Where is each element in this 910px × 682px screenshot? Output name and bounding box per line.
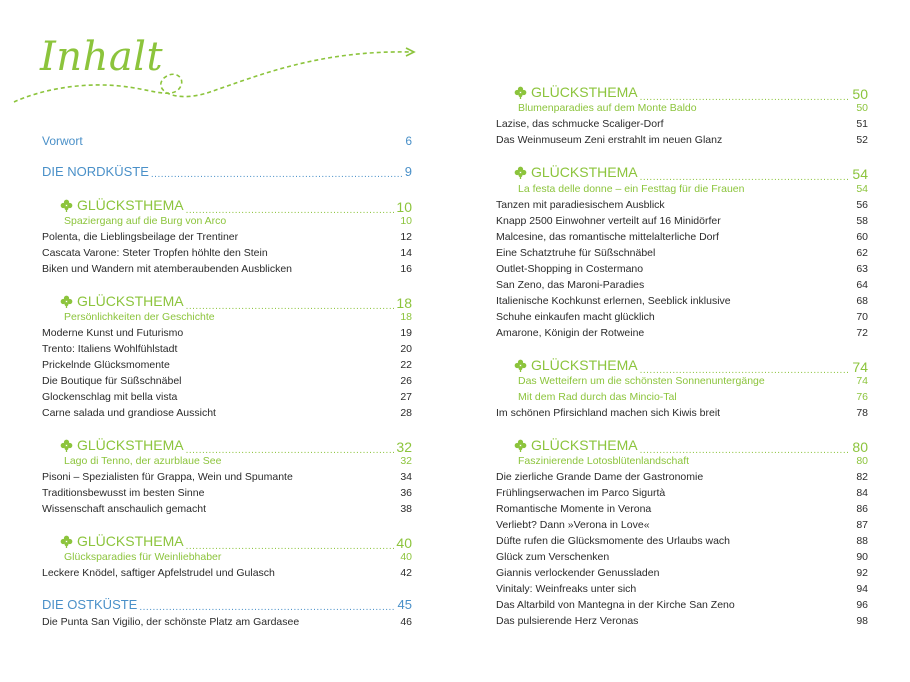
toc-entry[interactable] — [42, 567, 412, 579]
toc-entry[interactable] — [496, 583, 868, 595]
entry-label: Moderne Kunst und Futurismo — [42, 327, 184, 339]
toc-theme[interactable] — [496, 357, 868, 375]
toc-theme-sub[interactable] — [42, 455, 412, 467]
toc-entry-vorwort[interactable] — [42, 134, 412, 148]
page-number: 20 — [400, 343, 412, 355]
page-number: 74 — [852, 358, 868, 375]
entry-label: Biken und Wandern mit atemberaubenden Ausblicken — [42, 263, 293, 275]
toc-entry[interactable] — [496, 407, 868, 419]
page-number: 80 — [856, 455, 868, 467]
page-number: 54 — [856, 183, 868, 195]
toc-entry[interactable] — [496, 471, 868, 483]
page-number: 32 — [396, 438, 412, 455]
toc-entry[interactable] — [42, 327, 412, 339]
entry-label: Spaziergang auf die Burg von Arco — [64, 215, 227, 227]
page-number: 46 — [400, 616, 412, 628]
toc-section-nordkueste[interactable] — [42, 164, 412, 179]
dot-leader — [186, 205, 395, 215]
entry-label: Vorwort — [42, 134, 83, 148]
entry-label: Leckere Knödel, saftiger Apfelstrudel und Gulasch — [42, 567, 275, 579]
toc-theme[interactable] — [496, 84, 868, 102]
entry-label: Wissenschaft anschaulich gemacht — [42, 503, 206, 515]
page-number: 60 — [856, 231, 868, 243]
clover-icon — [60, 535, 73, 548]
page-number: 94 — [856, 583, 868, 595]
entry-label: Pisoni – Spezialisten für Grappa, Wein und Spumante — [42, 471, 293, 483]
toc-entry[interactable] — [496, 311, 868, 323]
entry-label: Traditionsbewusst im besten Sinne — [42, 487, 205, 499]
toc-entry[interactable] — [42, 343, 412, 355]
page-title: Inhalt — [40, 34, 164, 80]
entry-label: Verliebt? Dann »Verona in Love« — [496, 519, 650, 531]
toc-entry[interactable] — [496, 567, 868, 579]
toc-entry[interactable] — [496, 615, 868, 627]
page-number: 14 — [400, 247, 412, 259]
toc-entry[interactable] — [42, 391, 412, 403]
entry-label: Tanzen mit paradiesischem Ausblick — [496, 199, 665, 211]
entry-label: San Zeno, das Maroni-Paradies — [496, 279, 645, 291]
entry-label: GLÜCKSTHEMA — [531, 164, 638, 180]
entry-label: Frühlingserwachen im Parco Sigurtà — [496, 487, 666, 499]
page-number: 9 — [404, 164, 412, 179]
entry-label: Giannis verlockender Genussladen — [496, 567, 660, 579]
toc-entry[interactable] — [496, 247, 868, 259]
toc-entry[interactable] — [42, 231, 412, 243]
page-number: 22 — [400, 359, 412, 371]
page-number: 98 — [856, 615, 868, 627]
toc-entry[interactable] — [42, 359, 412, 371]
toc-entry[interactable] — [496, 487, 868, 499]
toc-entry[interactable] — [496, 599, 868, 611]
page-number: 72 — [856, 327, 868, 339]
entry-label: GLÜCKSTHEMA — [531, 84, 638, 100]
entry-label: Die Boutique für Süßschnäbel — [42, 375, 182, 387]
toc-theme-sub[interactable] — [496, 391, 868, 403]
toc-theme-sub[interactable] — [496, 102, 868, 114]
page-number: 84 — [856, 487, 868, 499]
dot-leader — [640, 92, 851, 102]
toc-entry[interactable] — [42, 487, 412, 499]
dot-leader — [186, 301, 395, 311]
page-number: 64 — [856, 279, 868, 291]
page-number: 63 — [856, 263, 868, 275]
toc-entry[interactable] — [496, 327, 868, 339]
toc-entry[interactable] — [496, 519, 868, 531]
toc-entry[interactable] — [496, 279, 868, 291]
dot-leader — [640, 172, 851, 182]
page-number: 34 — [400, 471, 412, 483]
toc-theme[interactable] — [42, 533, 412, 551]
entry-label: Lazise, das schmucke Scaliger-Dorf — [496, 118, 664, 130]
toc-theme-sub[interactable] — [42, 215, 412, 227]
page-number: 54 — [852, 165, 868, 182]
entry-label: GLÜCKSTHEMA — [531, 357, 638, 373]
toc-entry[interactable] — [42, 503, 412, 515]
toc-entry[interactable] — [496, 231, 868, 243]
toc-entry[interactable] — [496, 503, 868, 515]
toc-entry[interactable] — [496, 199, 868, 211]
entry-label: GLÜCKSTHEMA — [77, 293, 184, 309]
entry-label: Die zierliche Grande Dame der Gastronomie — [496, 471, 704, 483]
entry-label: GLÜCKSTHEMA — [531, 437, 638, 453]
page-number: 58 — [856, 215, 868, 227]
clover-icon — [514, 166, 527, 179]
clover-icon — [514, 86, 527, 99]
page-number: 62 — [856, 247, 868, 259]
toc-entry[interactable] — [42, 616, 412, 628]
entry-label: Persönlichkeiten der Geschichte — [64, 311, 215, 323]
dot-leader — [640, 365, 851, 375]
page-number: 51 — [856, 118, 868, 130]
page-number: 32 — [400, 455, 412, 467]
entry-label: Polenta, die Lieblingsbeilage der Trentiner — [42, 231, 239, 243]
page-number: 50 — [852, 85, 868, 102]
page-number: 42 — [400, 567, 412, 579]
page-number: 18 — [400, 311, 412, 323]
entry-label: Eine Schatztruhe für Süßschnäbel — [496, 247, 656, 259]
entry-label: GLÜCKSTHEMA — [77, 197, 184, 213]
entry-label: Mit dem Rad durch das Mincio-Tal — [518, 391, 677, 403]
toc-entry[interactable] — [496, 215, 868, 227]
page-number: 16 — [400, 263, 412, 275]
toc-theme[interactable] — [496, 437, 868, 455]
page-number: 45 — [397, 597, 412, 612]
entry-label: GLÜCKSTHEMA — [77, 533, 184, 549]
page-number: 56 — [856, 199, 868, 211]
entry-label: Glücksparadies für Weinliebhaber — [64, 551, 222, 563]
toc-section-ostkueste[interactable] — [42, 597, 412, 612]
page-number: 86 — [856, 503, 868, 515]
toc-entry[interactable] — [496, 535, 868, 547]
toc-entry[interactable] — [42, 247, 412, 259]
toc-theme[interactable] — [42, 293, 412, 311]
entry-label: Schuhe einkaufen macht glücklich — [496, 311, 655, 323]
entry-label: Das Altarbild von Mantegna in der Kirche San Zeno — [496, 599, 735, 611]
page-number: 76 — [856, 391, 868, 403]
dot-leader — [186, 445, 395, 455]
page-number: 38 — [400, 503, 412, 515]
toc-theme-sub[interactable] — [42, 551, 412, 563]
page-number: 74 — [856, 375, 868, 387]
page-number: 80 — [852, 438, 868, 455]
page-number: 40 — [396, 534, 412, 551]
dot-leader — [640, 445, 851, 455]
clover-icon — [60, 199, 73, 212]
toc-entry[interactable] — [496, 295, 868, 307]
page-number: 36 — [400, 487, 412, 499]
toc-entry[interactable] — [42, 471, 412, 483]
toc-theme-sub[interactable] — [496, 375, 868, 387]
entry-label: Die Punta San Vigilio, der schönste Platz am Gardasee — [42, 616, 300, 628]
page-number: 10 — [400, 215, 412, 227]
entry-label: Das Wetteifern um die schönsten Sonnenuntergänge — [518, 375, 765, 387]
toc-entry[interactable] — [496, 118, 868, 130]
page-number: 18 — [396, 294, 412, 311]
entry-label: Malcesine, das romantische mittelalterliche Dorf — [496, 231, 719, 243]
entry-label: Blumenparadies auf dem Monte Baldo — [518, 102, 697, 114]
entry-label: Knapp 2500 Einwohner verteilt auf 16 Minidörfer — [496, 215, 721, 227]
page-number: 96 — [856, 599, 868, 611]
page-number: 40 — [400, 551, 412, 563]
page-number: 10 — [396, 198, 412, 215]
page-number: 92 — [856, 567, 868, 579]
toc-theme-sub[interactable] — [496, 183, 868, 195]
entry-label: Glockenschlag mit bella vista — [42, 391, 178, 403]
page-number: 88 — [856, 535, 868, 547]
toc-entry[interactable] — [496, 134, 868, 146]
entry-label: Das Weinmuseum Zeni erstrahlt im neuen Glanz — [496, 134, 723, 146]
toc-theme[interactable] — [42, 197, 412, 215]
page-number: 78 — [856, 407, 868, 419]
entry-label: Italienische Kochkunst erlernen, Seeblick inklusive — [496, 295, 731, 307]
toc-theme[interactable] — [42, 437, 412, 455]
entry-label: Das pulsierende Herz Veronas — [496, 615, 639, 627]
dot-leader — [139, 602, 395, 612]
toc-entry[interactable] — [42, 263, 412, 275]
toc-theme-sub[interactable] — [496, 455, 868, 467]
entry-label: Faszinierende Lotosblütenlandschaft — [518, 455, 690, 467]
page-number: 52 — [856, 134, 868, 146]
entry-label: DIE NORDKÜSTE — [42, 164, 149, 179]
dot-leader — [186, 541, 395, 551]
entry-label: Lago di Tenno, der azurblaue See — [64, 455, 222, 467]
clover-icon — [514, 359, 527, 372]
entry-label: Romantische Momente in Verona — [496, 503, 652, 515]
page-number: 12 — [400, 231, 412, 243]
page-number: 82 — [856, 471, 868, 483]
entry-label: Düfte rufen die Glücksmomente des Urlaubs wach — [496, 535, 731, 547]
clover-icon — [60, 439, 73, 452]
page-number: 19 — [400, 327, 412, 339]
dot-leader — [151, 169, 403, 179]
toc-entry[interactable] — [496, 263, 868, 275]
entry-label: Vinitaly: Weinfreaks unter sich — [496, 583, 637, 595]
clover-icon — [60, 295, 73, 308]
page-number: 26 — [400, 375, 412, 387]
page-number: 50 — [856, 102, 868, 114]
page-number: 90 — [856, 551, 868, 563]
toc-theme[interactable] — [496, 164, 868, 182]
entry-label: Carne salada und grandiose Aussicht — [42, 407, 216, 419]
page-number: 70 — [856, 311, 868, 323]
entry-label: Prickelnde Glücksmomente — [42, 359, 170, 371]
entry-label: La festa delle donne – ein Festtag für die Frauen — [518, 183, 745, 195]
toc-theme-sub[interactable] — [42, 311, 412, 323]
entry-label: Trento: Italiens Wohlfühlstadt — [42, 343, 178, 355]
entry-label: Im schönen Pfirsichland machen sich Kiwis breit — [496, 407, 721, 419]
entry-label: Cascata Varone: Steter Tropfen höhlte den Stein — [42, 247, 268, 259]
toc-entry[interactable] — [496, 551, 868, 563]
entry-label: GLÜCKSTHEMA — [77, 437, 184, 453]
toc-entry[interactable] — [42, 375, 412, 387]
page-number: 28 — [400, 407, 412, 419]
page-number: 6 — [405, 134, 412, 148]
entry-label: Outlet-Shopping in Costermano — [496, 263, 644, 275]
entry-label: Glück zum Verschenken — [496, 551, 610, 563]
entry-label: DIE OSTKÜSTE — [42, 597, 138, 612]
page-number: 27 — [400, 391, 412, 403]
entry-label: Amarone, Königin der Rotweine — [496, 327, 645, 339]
toc-entry[interactable] — [42, 407, 412, 419]
page-number: 68 — [856, 295, 868, 307]
page-number: 87 — [856, 519, 868, 531]
clover-icon — [514, 439, 527, 452]
